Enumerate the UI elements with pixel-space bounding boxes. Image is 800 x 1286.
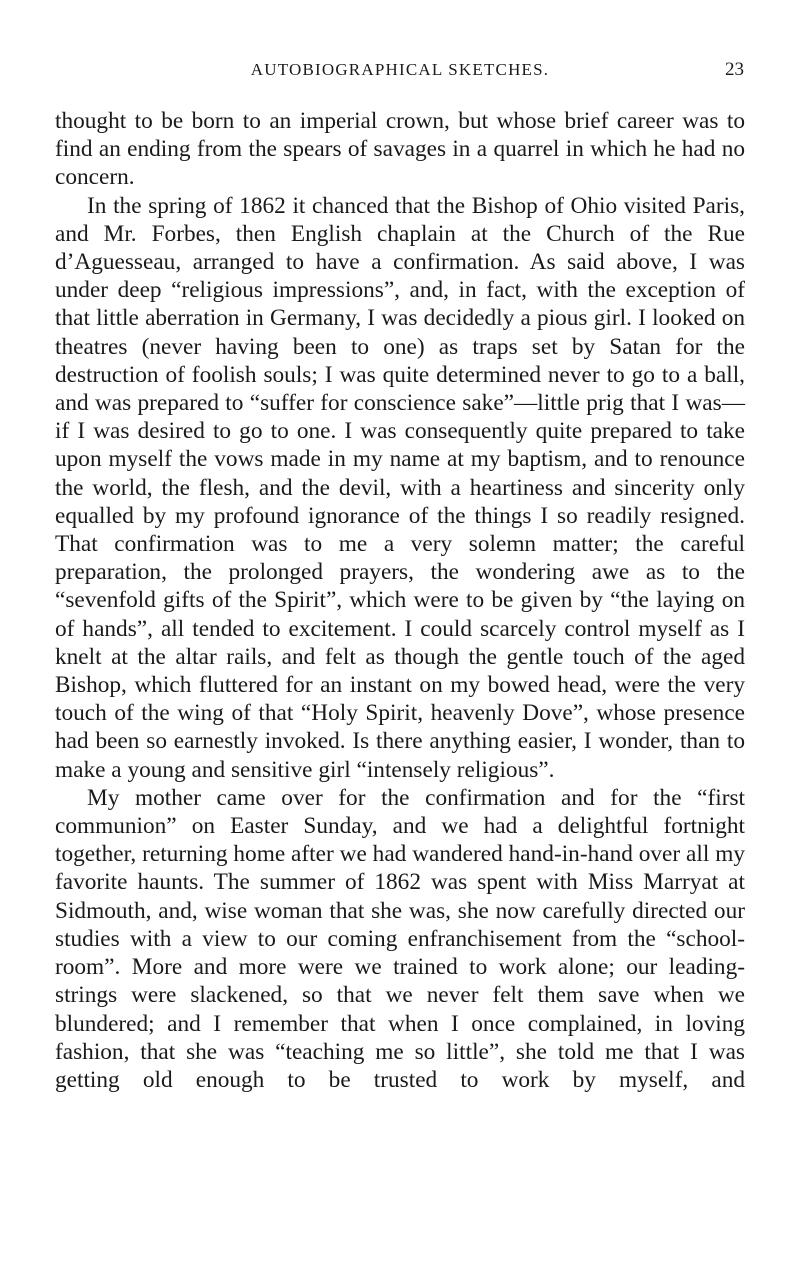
paragraph-continuation: thought to be born to an imperial crown, but whose brief career was to find an ending from the spears of savages in a quarrel in which he had no concern. — [55, 108, 745, 191]
running-title: AUTOBIOGRAPHICAL SKETCHES. — [250, 60, 550, 79]
page-number: 23 — [725, 59, 744, 80]
paragraph-mother-visit: My mother came over for the confirmation and for the “first communion” on Easter Sunday, and we had a delightful fortnight together, returning home after we had wandered hand-in-hand over all my favorite haunts. The summer of 1862 was spent with Miss Marryat at Sidmouth, and, wise woman that she was, she now carefully directed our studies with a view to our coming enfranchisement from the “school-room”. More and more were we trained to work alone; our leading-strings were slackened, so that we never felt them save when we blundered; and I remember that when I once complained, in loving fashion, that she was “teaching me so little”, she told me that I was getting old enough to be trusted to work by myself, and — [55, 784, 745, 1093]
paragraph-confirmation: In the spring of 1862 it chanced that the Bishop of Ohio visited Paris, and Mr. Forbes, then English chaplain at the Church of the Rue d’Aguesseau, arranged to have a confirmation. As said above, I was under deep “religious impressions”, and, in fact, with the exception of that little aberration in Germany, I was decidedly a pious girl. I looked on theatres (never having been to one) as traps set by Satan for the destruction of foolish souls; I was quite determined never to go to a ball, and was prepared to “suffer for conscience sake”—little prig that I was—if I was desired to go to one. I was consequently quite prepared to take upon myself the vows made in my name at my baptism, and to renounce the world, the flesh, and the devil, with a heartiness and sincerity only equalled by my profound ignorance of the things I so readily resigned. That confirmation was to me a very solemn matter; the careful preparation, the prolonged prayers, the wondering awe as to the “sevenfold gifts of the Spirit”, which were to be given by “the laying on of hands”, all tended to excitement. I could scarcely control myself as I knelt at the altar rails, and felt as though the gentle touch of the aged Bishop, which fluttered for an instant on my bowed head, were the very touch of the wing of that “Holy Spirit, heavenly Dove”, whose presence had been so earnestly invoked. Is there anything easier, I wonder, than to make a young and sensitive girl “intensely religious”. — [55, 192, 745, 783]
body-text — [55, 107, 745, 1094]
running-head — [0, 58, 800, 82]
